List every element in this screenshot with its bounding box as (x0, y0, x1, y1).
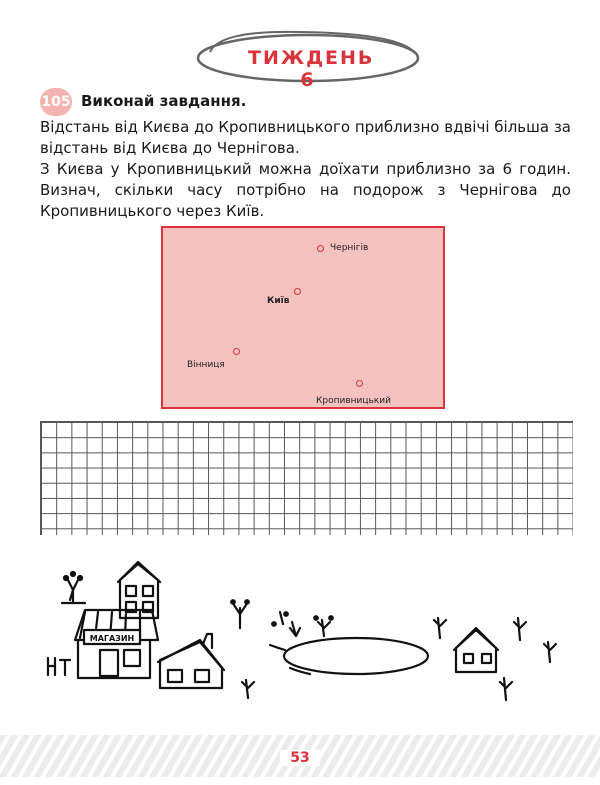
task-paragraph-1: Відстань від Києва до Кропивницького приблизно вдвічі більша за відстань від Києва до Чернігова. (40, 118, 571, 157)
kyiv-label: Київ (267, 296, 290, 306)
vinnytsia-dot (233, 348, 240, 355)
week-title: ТИЖДЕНЬ 6 (248, 47, 375, 91)
shop-sign: МАГАЗИН (89, 634, 135, 643)
village-illustration (0, 550, 600, 730)
kropyvnytskyi-label: Кропивницький (316, 396, 391, 406)
tree-icon (68, 580, 78, 602)
vinnytsia-label: Вінниця (187, 360, 225, 370)
chernihiv-label: Чернігів (330, 243, 369, 253)
task-text (40, 117, 571, 222)
chernihiv-dot (317, 245, 324, 252)
page-number: 53 (280, 750, 320, 766)
task-heading: Виконай завдання. (81, 92, 247, 110)
pond (284, 638, 428, 674)
answer-grid[interactable] (40, 421, 573, 535)
kyiv-dot (294, 288, 301, 295)
week-header (0, 0, 600, 100)
house-icon-3 (456, 630, 496, 672)
task-number-badge: 105 (40, 88, 72, 116)
map (161, 226, 445, 409)
kropyvnytskyi-dot (356, 380, 363, 387)
task-paragraph-2: З Києва у Кропивницький можна доїхати приблизно за 6 годин. Визнач, скільки часу потрібно на подорож з Чернігова до Кропивницького через Київ. (40, 160, 571, 220)
